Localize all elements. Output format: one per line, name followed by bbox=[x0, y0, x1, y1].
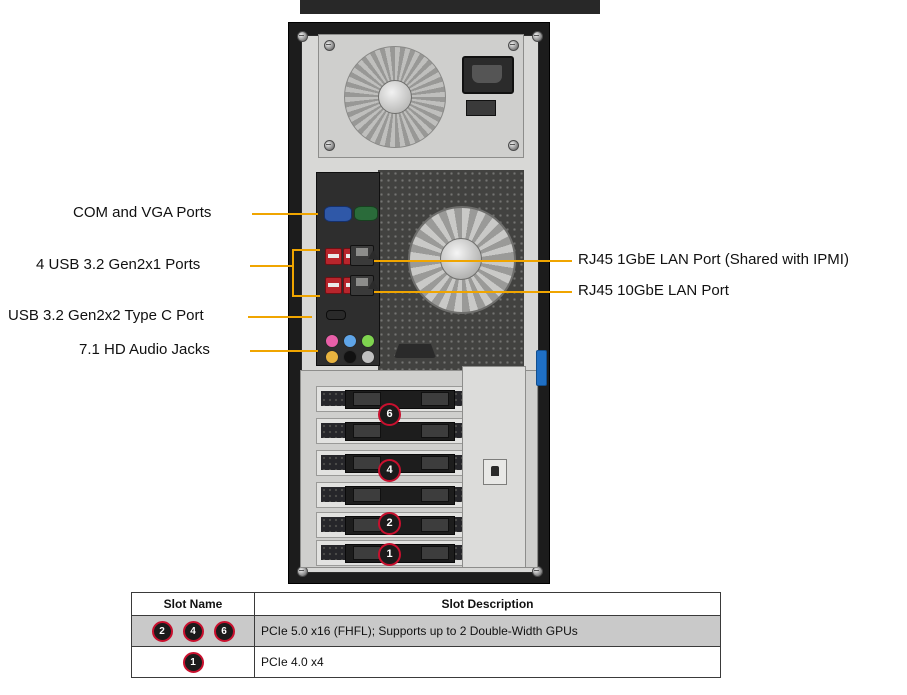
usb-port bbox=[325, 277, 342, 294]
callout-audio-label: 7.1 HD Audio Jacks bbox=[79, 341, 210, 358]
column-header-slot-description: Slot Description bbox=[255, 593, 721, 616]
audio-jack-orange bbox=[325, 350, 339, 364]
screw-icon bbox=[297, 31, 308, 42]
slot-description-cell: PCIe 5.0 x16 (FHFL); Supports up to 2 Double-Width GPUs bbox=[255, 616, 721, 647]
slot-badge-6: 6 bbox=[214, 621, 235, 642]
slot-badge-1: 1 bbox=[183, 652, 204, 673]
audio-jack-green bbox=[361, 334, 375, 348]
slot-badge-6: 6 bbox=[378, 403, 401, 426]
usb-port bbox=[325, 248, 342, 265]
slot-badge-4: 4 bbox=[378, 459, 401, 482]
audio-jack-pink bbox=[325, 334, 339, 348]
audio-jack-blue bbox=[343, 334, 357, 348]
leader-line-lan-10gbe bbox=[374, 291, 572, 293]
leader-line-audio bbox=[250, 350, 318, 352]
usb-type-c-port bbox=[326, 310, 346, 320]
callout-lan-1gbe-label: RJ45 1GbE LAN Port (Shared with IPMI) bbox=[578, 251, 849, 268]
screw-icon bbox=[508, 140, 519, 151]
leader-line-usb bbox=[250, 265, 294, 267]
table-row bbox=[132, 647, 721, 678]
com-serial-port bbox=[354, 206, 378, 221]
warning-triangle-icon bbox=[368, 250, 378, 259]
screw-icon bbox=[324, 40, 335, 51]
slot-name-cell bbox=[132, 647, 255, 678]
leader-line-lan-1gbe bbox=[374, 260, 572, 262]
screw-icon bbox=[324, 140, 335, 151]
title-strip bbox=[300, 0, 600, 14]
drive-bay-panel bbox=[462, 366, 526, 568]
warning-triangle-icon bbox=[368, 280, 378, 289]
column-header-slot-name: Slot Name bbox=[132, 593, 255, 616]
system-fan-hub bbox=[440, 238, 482, 280]
leader-line-usb-top bbox=[292, 249, 320, 251]
audio-jack-black bbox=[343, 350, 357, 364]
leader-line-usb-bracket bbox=[292, 249, 294, 297]
slot-badge-2: 2 bbox=[152, 621, 173, 642]
callout-lan-10gbe-label: RJ45 10GbE LAN Port bbox=[578, 282, 729, 299]
blue-release-tab bbox=[536, 350, 547, 386]
vga-port bbox=[324, 206, 352, 222]
slot-description-table bbox=[131, 592, 721, 678]
table-header-row bbox=[132, 593, 721, 616]
leader-line-usb-bottom bbox=[292, 295, 320, 297]
slot-description-cell: PCIe 4.0 x4 bbox=[255, 647, 721, 678]
expansion-slot-bracket bbox=[316, 482, 478, 508]
screw-icon bbox=[532, 31, 543, 42]
callout-usb-gen2x1-label: 4 USB 3.2 Gen2x1 Ports bbox=[36, 256, 201, 273]
audio-jack-gray bbox=[361, 350, 375, 364]
lock-icon bbox=[483, 459, 507, 485]
ac-power-inlet bbox=[462, 56, 514, 94]
table-row bbox=[132, 616, 721, 647]
slot-badge-1: 1 bbox=[378, 543, 401, 566]
leader-line-typec bbox=[248, 316, 312, 318]
callout-com-vga-label: COM and VGA Ports bbox=[73, 204, 212, 221]
psu-fan-hub bbox=[378, 80, 412, 114]
leader-line-com-vga bbox=[252, 213, 318, 215]
slot-badge-4: 4 bbox=[183, 621, 204, 642]
slot-name-cell bbox=[132, 616, 255, 647]
chassis-handle bbox=[394, 344, 436, 358]
slot-badge-2: 2 bbox=[378, 512, 401, 535]
screw-icon bbox=[508, 40, 519, 51]
psu-switch bbox=[466, 100, 496, 116]
callout-typec-label: USB 3.2 Gen2x2 Type C Port bbox=[8, 307, 204, 324]
